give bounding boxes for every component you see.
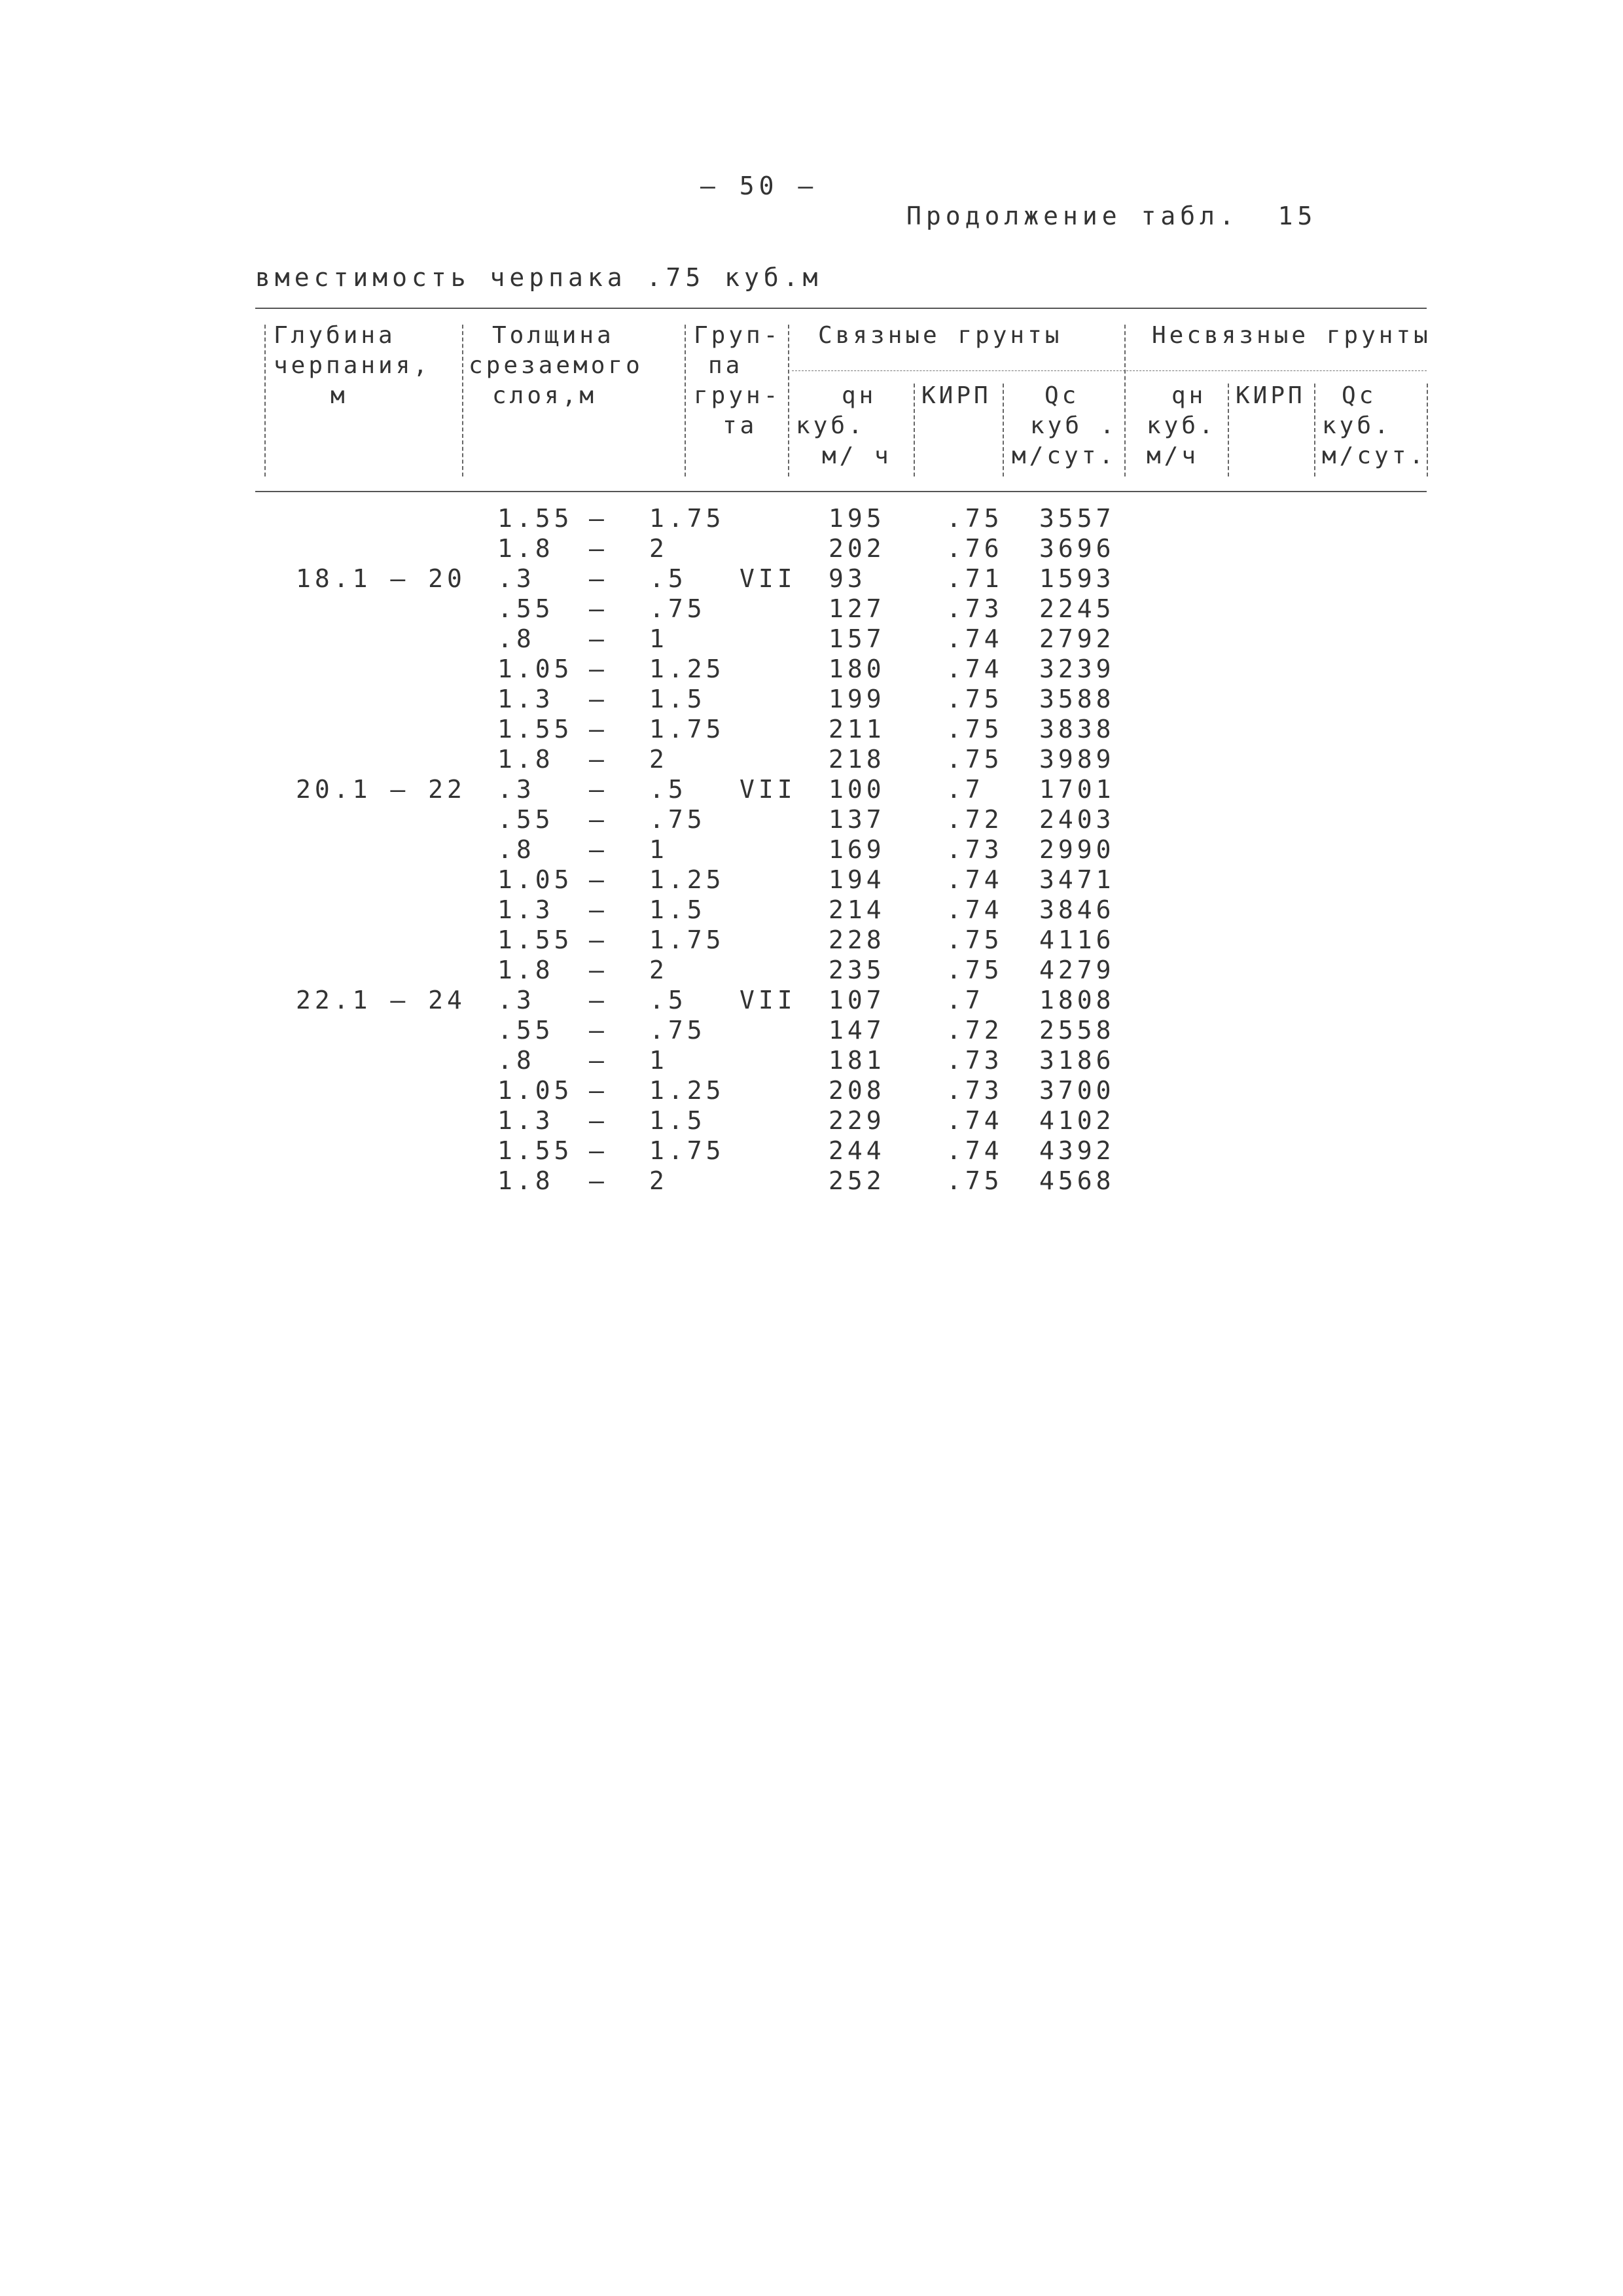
header-depth-line1: Глубина [274,322,396,349]
cell-thickness-from: .8 [497,624,535,653]
table-row [0,1106,1623,1136]
cell-qc: 3186 [1039,1046,1115,1075]
header-noncohesive-qc-line3: м/сут. [1322,442,1427,469]
cell-dash: – [589,715,608,744]
page-number: – 50 – [700,171,818,200]
table-row [0,1016,1623,1046]
cell-qn: 137 [829,805,885,834]
cell-qc: 3557 [1039,504,1115,533]
cell-group: VII [740,775,796,804]
cell-kirp: .71 [946,564,1003,593]
cell-thickness-to: .5 [649,775,687,804]
cell-thickness-from: 1.55 [497,504,573,533]
cell-thickness-to: 1.25 [649,655,725,683]
cell-qn: 252 [829,1166,885,1195]
table-row [0,564,1623,594]
cell-thickness-to: 2 [649,956,668,984]
cell-kirp: .72 [946,1016,1003,1045]
cell-dash: – [589,1016,608,1045]
cell-thickness-from: 1.3 [497,685,554,713]
cell-qn: 194 [829,865,885,894]
cell-qn: 180 [829,655,885,683]
cell-dash: – [589,1076,608,1105]
header-group-line2: па [708,352,743,379]
cell-dash: – [589,685,608,713]
cell-dash: – [589,1046,608,1075]
cell-dash: – [589,534,608,563]
header-noncohesive-kirp: КИРП [1236,382,1306,409]
cell-kirp: .73 [946,594,1003,623]
cell-thickness-from: .3 [497,986,535,1014]
header-noncohesive-qc-line2: куб. [1322,412,1392,439]
col-divider-8 [1228,384,1229,476]
cell-thickness-from: 1.55 [497,925,573,954]
cell-qn: 147 [829,1016,885,1045]
cell-thickness-to: 1.25 [649,865,725,894]
table-row [0,685,1623,715]
col-divider-5 [914,384,915,476]
cell-thickness-to: 2 [649,534,668,563]
col-divider-7 [1124,325,1126,476]
cell-qc: 3838 [1039,715,1115,744]
cell-kirp: .73 [946,1046,1003,1075]
cell-dash: – [589,624,608,653]
cell-thickness-from: .8 [497,835,535,864]
cell-thickness-to: 1 [649,1046,668,1075]
cell-qc: 2245 [1039,594,1115,623]
cell-qc: 4102 [1039,1106,1115,1135]
header-bottom-rule [255,491,1427,492]
table-row [0,835,1623,865]
cell-thickness-from: 1.8 [497,956,554,984]
cell-thickness-from: .55 [497,805,554,834]
cell-kirp: .74 [946,624,1003,653]
table-row [0,624,1623,655]
cell-dash: – [589,956,608,984]
header-depth-line3: м [330,382,348,409]
cell-thickness-to: 2 [649,1166,668,1195]
cell-thickness-to: .75 [649,594,706,623]
header-qc-line2: куб . [1030,412,1118,439]
cell-thickness-to: 1.5 [649,685,706,713]
header-kirp: КИРП [921,382,991,409]
cell-qc: 2990 [1039,835,1115,864]
table-row [0,956,1623,986]
cell-thickness-from: 1.3 [497,1106,554,1135]
cell-thickness-to: 1.75 [649,504,725,533]
cell-depth: 20.1 – 22 [296,775,466,804]
table-row [0,1166,1623,1196]
cell-kirp: .74 [946,1106,1003,1135]
header-group-line1: Груп- [694,322,781,349]
cell-qn: 228 [829,925,885,954]
cell-kirp: .7 [946,775,984,804]
cell-thickness-to: 1.75 [649,1136,725,1165]
table-row [0,504,1623,534]
cell-thickness-from: 1.8 [497,745,554,774]
cell-thickness-to: .75 [649,805,706,834]
cell-group: VII [740,986,796,1014]
cell-thickness-from: 1.05 [497,655,573,683]
cell-qn: 229 [829,1106,885,1135]
header-thickness-line2: срезаемого [469,352,643,379]
cell-qc: 4279 [1039,956,1115,984]
col-divider-1 [264,325,266,476]
cell-qc: 4392 [1039,1136,1115,1165]
cell-qn: 169 [829,835,885,864]
cell-qn: 93 [829,564,866,593]
cell-qn: 157 [829,624,885,653]
cell-qn: 235 [829,956,885,984]
cell-qc: 3239 [1039,655,1115,683]
cell-thickness-from: .55 [497,1016,554,1045]
cell-thickness-to: 1 [649,835,668,864]
cell-qc: 3696 [1039,534,1115,563]
cell-dash: – [589,805,608,834]
cell-thickness-from: 1.05 [497,1076,573,1105]
cell-kirp: .75 [946,745,1003,774]
cell-qc: 2403 [1039,805,1115,834]
cell-dash: – [589,745,608,774]
header-depth-line2: черпания, [274,352,431,379]
cell-qn: 100 [829,775,885,804]
cell-qn: 199 [829,685,885,713]
col-divider-9 [1314,384,1315,476]
header-noncohesive-soils: Несвязные грунты [1152,322,1431,349]
cell-dash: – [589,655,608,683]
cell-thickness-to: .5 [649,986,687,1014]
cell-qn: 107 [829,986,885,1014]
cell-thickness-from: .3 [497,775,535,804]
table-row [0,895,1623,925]
cell-qc: 1593 [1039,564,1115,593]
col-divider-4 [788,325,789,476]
table-row [0,865,1623,895]
cell-qc: 3700 [1039,1076,1115,1105]
cell-dash: – [589,504,608,533]
table-row [0,745,1623,775]
cell-qc: 3471 [1039,865,1115,894]
header-cohesive-soils: Связные грунты [818,322,1063,349]
cell-qc: 4116 [1039,925,1115,954]
cell-thickness-to: 2 [649,745,668,774]
cell-dash: – [589,775,608,804]
cell-dash: – [589,986,608,1014]
col-divider-10 [1427,384,1428,476]
cell-dash: – [589,594,608,623]
cell-qc: 1808 [1039,986,1115,1014]
table-row [0,1136,1623,1166]
cell-depth: 18.1 – 20 [296,564,466,593]
cell-group: VII [740,564,796,593]
cell-kirp: .74 [946,865,1003,894]
cell-dash: – [589,1166,608,1195]
cell-qn: 127 [829,594,885,623]
cell-thickness-from: 1.8 [497,1166,554,1195]
cell-qc: 3989 [1039,745,1115,774]
cell-qc: 2792 [1039,624,1115,653]
cell-thickness-from: 1.55 [497,1136,573,1165]
header-qc-line3: м/сут. [1012,442,1117,469]
cell-thickness-to: .5 [649,564,687,593]
cell-qc: 2558 [1039,1016,1115,1045]
cell-thickness-to: 1.75 [649,925,725,954]
cell-qn: 244 [829,1136,885,1165]
cell-kirp: .75 [946,956,1003,984]
cell-thickness-from: 1.8 [497,534,554,563]
cell-qn: 211 [829,715,885,744]
cell-kirp: .76 [946,534,1003,563]
cell-qn: 214 [829,895,885,924]
cell-thickness-to: .75 [649,1016,706,1045]
cell-thickness-to: 1.25 [649,1076,725,1105]
header-noncohesive-qn-line2: куб. [1147,412,1217,439]
table-row [0,775,1623,805]
table-row [0,594,1623,624]
group-split-rule [792,370,1427,371]
table-row [0,925,1623,956]
cell-kirp: .74 [946,895,1003,924]
cell-thickness-to: 1.75 [649,715,725,744]
cell-thickness-from: 1.3 [497,895,554,924]
cell-qn: 181 [829,1046,885,1075]
cell-dash: – [589,925,608,954]
header-group-line3: грун- [694,382,781,409]
table-row [0,655,1623,685]
cell-depth: 22.1 – 24 [296,986,466,1014]
header-qn-line2: куб. [796,412,866,439]
table-row [0,986,1623,1016]
cell-kirp: .75 [946,685,1003,713]
table-caption: вместимость черпака .75 куб.м [255,263,823,292]
table-row [0,534,1623,564]
header-noncohesive-qc-line1: Qc [1342,382,1377,409]
table-continuation-label: Продолжение табл. 15 [906,202,1317,230]
cell-thickness-from: .55 [497,594,554,623]
col-divider-3 [685,325,686,476]
cell-kirp: .74 [946,655,1003,683]
cell-thickness-to: 1.5 [649,1106,706,1135]
table-top-rule [255,308,1427,309]
cell-kirp: .75 [946,504,1003,533]
cell-qn: 202 [829,534,885,563]
table-row [0,805,1623,835]
header-thickness-line1: Толщина [492,322,615,349]
cell-thickness-from: .8 [497,1046,535,1075]
cell-thickness-from: 1.55 [497,715,573,744]
table-row [0,1076,1623,1106]
header-noncohesive-qn-line1: qн [1171,382,1207,409]
cell-dash: – [589,1106,608,1135]
header-qn-line3: м/ ч [822,442,892,469]
col-divider-6 [1003,384,1004,476]
cell-kirp: .73 [946,1076,1003,1105]
cell-qc: 3846 [1039,895,1115,924]
header-qc-line1: Qc [1044,382,1080,409]
cell-qn: 195 [829,504,885,533]
table-row [0,1046,1623,1076]
cell-dash: – [589,835,608,864]
header-noncohesive-qn-line3: м/ч [1147,442,1200,469]
col-divider-2 [462,325,463,476]
header-thickness-line3: слоя,м [492,382,597,409]
cell-qn: 218 [829,745,885,774]
cell-kirp: .74 [946,1136,1003,1165]
cell-dash: – [589,1136,608,1165]
cell-dash: – [589,865,608,894]
cell-kirp: .75 [946,925,1003,954]
cell-thickness-from: 1.05 [497,865,573,894]
cell-thickness-to: 1.5 [649,895,706,924]
cell-kirp: .73 [946,835,1003,864]
cell-dash: – [589,895,608,924]
cell-qc: 3588 [1039,685,1115,713]
cell-qn: 208 [829,1076,885,1105]
cell-qc: 1701 [1039,775,1115,804]
cell-kirp: .72 [946,805,1003,834]
cell-kirp: .7 [946,986,984,1014]
cell-thickness-to: 1 [649,624,668,653]
cell-kirp: .75 [946,715,1003,744]
cell-qc: 4568 [1039,1166,1115,1195]
header-group-line4: та [722,412,758,439]
cell-kirp: .75 [946,1166,1003,1195]
header-qn-line1: qн [842,382,877,409]
cell-dash: – [589,564,608,593]
table-row [0,715,1623,745]
cell-thickness-from: .3 [497,564,535,593]
